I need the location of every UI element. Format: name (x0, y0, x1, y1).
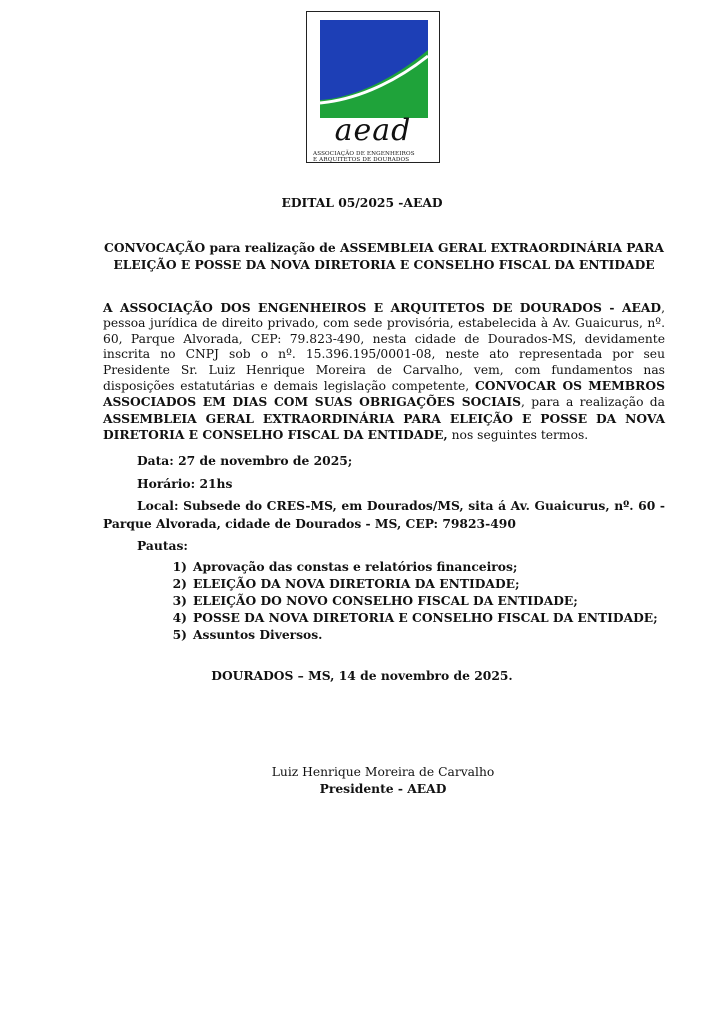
edital-heading: EDITAL 05/2025 -AEAD (281, 195, 443, 210)
signer-role: Presidente - AEAD (319, 781, 447, 796)
assembly-title: ASSEMBLEIA GERAL EXTRAORDINÁRIA PARA ELEIÇÃO E POSSE DA NOVA DIRETORIA E CONSELHO FISCAL DA ENTIDADE, (103, 410, 665, 443)
convocation-title (103, 239, 665, 273)
agenda-item: 5) Assuntos Diversos. (172, 627, 323, 642)
organization-name: A ASSOCIAÇÃO DOS ENGENHEIROS E ARQUITETOS DE DOURADOS - AEAD (103, 300, 662, 315)
convocation-text: CONVOCAÇÃO para realização de ASSEMBLEIA GERAL EXTRAORDINÁRIA PARA ELEIÇÃO E POSSE DA NOVA DIRETORIA E CONSELHO FISCAL DA ENTIDADE (104, 240, 664, 272)
agenda-label: Pautas: (137, 538, 188, 553)
agenda-item: 1) Aprovação das constas e relatórios financeiros; (172, 559, 518, 574)
meeting-location: Local: Subsede do CRES-MS, em Dourados/MS, sita á Av. Guaicurus, nº. 60 - Parque Alvorada, cidade de Dourados - MS, CEP: 79823-490 (103, 498, 665, 531)
agenda-item: 4) POSSE DA NOVA DIRETORIA E CONSELHO FISCAL DA ENTIDADE; (172, 610, 658, 625)
logo-subtitle-line2: E ARQUITETOS DE DOURADOS (313, 157, 410, 164)
agenda-list (172, 558, 658, 643)
paragraph-text-3: nos seguintes termos. (447, 428, 589, 443)
paragraph-text-2: , para a realização da (521, 395, 665, 410)
logo-subtitle-line1: ASSOCIAÇÃO DE ENGENHEIROS (313, 151, 415, 157)
aead-logo (306, 11, 440, 163)
meeting-time: Horário: 21hs (137, 476, 233, 491)
paragraph-text-1: , pessoa jurídica de direito privado, com sede provisória, estabelecida à Av. Guaicurus, nº. 60, Parque Alvorada, CEP: 79.823-490, nesta cidade de Dourados-MS, devidamente inscrita no CNPJ sob o nº. 15.396.195/0001-08, neste ato representada por seu Presidente Sr. Luiz Henrique Moreira de Carvalho, vem, com fundamentos nas disposições estatutárias e demais legislação competente, (103, 301, 665, 394)
logo-graphic (320, 20, 428, 118)
meeting-date: Data: 27 de novembro de 2025; (137, 453, 353, 468)
signer-name: Luiz Henrique Moreira de Carvalho (271, 765, 495, 779)
main-paragraph (103, 300, 665, 444)
logo-wordmark: aead (334, 113, 412, 148)
convocar-members: CONVOCAR OS MEMBROS ASSOCIADOS EM DIAS COM SUAS OBRIGAÇÕES SOCIAIS (103, 378, 665, 410)
agenda-item: 2) ELEIÇÃO DA NOVA DIRETORIA DA ENTIDADE; (172, 576, 520, 591)
place-and-date: DOURADOS – MS, 14 de novembro de 2025. (211, 668, 513, 683)
agenda-item: 3) ELEIÇÃO DO NOVO CONSELHO FISCAL DA ENTIDADE; (172, 593, 578, 608)
logo-subtitle (313, 151, 435, 164)
